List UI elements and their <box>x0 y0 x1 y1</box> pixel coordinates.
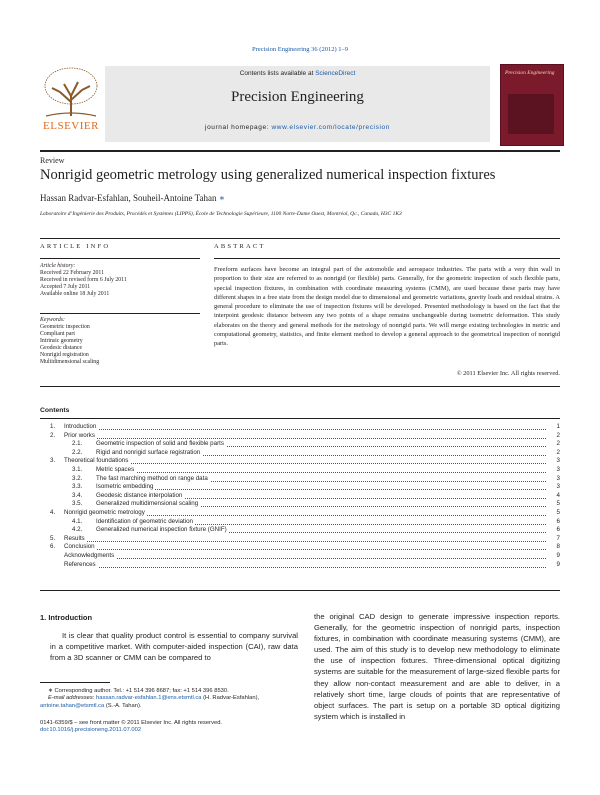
toc-number: 3.3. <box>72 483 83 491</box>
keyword: Multidimensional scaling <box>40 359 100 365</box>
elsevier-logo <box>40 64 102 136</box>
email-name-1: (H. Radvar-Esfahlan), <box>201 695 260 702</box>
toc-title[interactable]: Introduction <box>64 423 97 430</box>
intro-column-right: the original CAD design to generate impressive inspection reports. Generally, for the geometric inspection of nonrigid parts, inspection fixtures, in combination with coordinate measuring systems (CMM), are used. The aim of this study is to develop new methodology to eliminate the use of inspection fixtures. Three-dimensional optical digitizing systems are suitable for the measurement of large-sized flexible parts for they allow non-contact measurement and are able to deliver, in a relatively short time, large clouds of points that are representative of object surfaces. The part is setup on a portable 3D optical digitizing system which is installed in <box>314 612 560 721</box>
keyword: Geometric inspection <box>40 324 90 330</box>
article-history <box>40 263 205 298</box>
keywords-label: Keywords: <box>40 317 65 323</box>
email-link-1[interactable]: hassan.radvar-esfahlan.1@ens.etsmtl.ca <box>96 695 202 702</box>
email-label: E-mail addresses: <box>48 695 95 702</box>
cover-title: Precision Engineering <box>505 70 555 76</box>
journal-name: Precision Engineering <box>231 89 364 105</box>
cover-artwork <box>508 94 554 134</box>
toc-number: 5. <box>50 534 56 542</box>
toc-title[interactable]: Prior works <box>64 431 95 439</box>
toc-entry[interactable] <box>50 483 560 492</box>
toc-title[interactable]: Generalized multidimensional scaling <box>96 500 199 508</box>
contents-heading: Contents <box>40 407 70 414</box>
divider <box>214 258 560 259</box>
toc-title[interactable]: Conclusion <box>64 543 95 551</box>
abstract-text: Freeform surfaces have become an integral part of the automobile and aerospace industries. The parts with a very thin wall in proportion to their size are referred to as nonrigid (or flexible) parts. Generally, for the geometric inspection of such flexible parts, special inspection fixtures, in combination with coordinate measuring systems (CMM), are used because these parts may have different shapes in a free state from the design model due to dimensional and geometric variations, gravity loads and residual strains. A general procedure to eliminate the use of inspection fixtures will be developed. Presented methodology is based on the fact that the interpoint geodesic distance between any two points of a shape remains unchangeable during isometric deformation. This study elaborates on the theory and general methods for the metrology of nonrigid parts. We will merge existing technologies in metric and computational geometry, statistics, and finite element method to develop a general approach to the geometrical inspection of nonrigid parts. <box>214 266 560 348</box>
toc-page-number: 7 <box>550 535 560 544</box>
toc-page-number: 2 <box>550 449 560 458</box>
journal-reference[interactable]: Precision Engineering 36 (2012) 1–9 <box>251 46 349 53</box>
toc-number: 1. <box>50 423 56 430</box>
footnote-rule <box>40 682 110 683</box>
doi-link[interactable]: doi:10.1016/j.precisioneng.2011.07.002 <box>40 727 142 734</box>
toc-title[interactable]: Nonrigid geometric metrology <box>64 508 145 516</box>
divider <box>40 313 200 314</box>
toc-number: 3.4. <box>72 491 83 499</box>
keyword: Nonrigid registration <box>40 352 89 358</box>
toc-leader-dots <box>68 429 546 430</box>
keyword: Intrinsic geometry <box>40 338 83 344</box>
toc-title[interactable]: Metric spaces <box>96 465 135 473</box>
toc-entry[interactable] <box>50 509 560 518</box>
publisher-wordmark: ELSEVIER <box>43 120 99 132</box>
toc-page-number: 2 <box>550 440 560 449</box>
author-list <box>40 193 225 204</box>
issn-line: 0141-6359/$ – see front matter © 2011 Elsevier Inc. All rights reserved. <box>40 720 223 726</box>
toc-page-number: 2 <box>550 432 560 441</box>
email-footnote <box>40 695 302 702</box>
toc-entry[interactable] <box>50 440 560 449</box>
footnotes <box>40 688 302 710</box>
toc-entry[interactable] <box>50 535 560 544</box>
toc-page-number: 3 <box>550 475 560 484</box>
toc-entry[interactable] <box>50 432 560 441</box>
corresponding-author-mark[interactable]: ∗ <box>218 193 225 203</box>
toc-leader-dots <box>68 541 546 542</box>
toc-entry[interactable] <box>50 543 560 552</box>
toc-page-number: 4 <box>550 492 560 501</box>
toc-entry[interactable] <box>50 466 560 475</box>
toc-leader-dots <box>68 549 546 550</box>
toc-page-number: 8 <box>550 543 560 552</box>
toc-number: 3.1. <box>72 465 83 473</box>
toc-entry[interactable] <box>50 518 560 527</box>
toc-page-number: 5 <box>550 509 560 518</box>
email-name-2: (S.-A. Tahan). <box>104 702 142 709</box>
toc-title[interactable]: Isometric embedding <box>96 483 154 491</box>
toc-title[interactable]: Geometric inspection of solid and flexible parts <box>96 440 224 448</box>
toc-number: 2.2. <box>72 448 83 456</box>
toc-title[interactable]: Geodesic distance interpolation <box>96 491 183 499</box>
table-of-contents <box>50 423 560 569</box>
toc-leader-dots <box>68 567 546 568</box>
history-item: Available online 18 July 2011 <box>40 291 110 297</box>
toc-page-number: 6 <box>550 526 560 535</box>
introduction-heading: 1. Introduction <box>40 613 93 622</box>
publication-info <box>40 720 302 735</box>
contents-available-line <box>105 70 490 77</box>
contents-prefix: Contents lists available at <box>239 70 316 77</box>
toc-title[interactable]: Theoretical foundations <box>64 457 129 465</box>
toc-leader-dots <box>100 472 546 473</box>
corresponding-footnote: ∗ Corresponding author. Tel.: +1 514 396 8687; fax: +1 514 396 8530. <box>48 688 229 694</box>
email-link-2[interactable]: antoine.tahan@etsmtl.ca <box>40 702 105 709</box>
toc-number: 3.2. <box>72 474 83 482</box>
toc-leader-dots <box>100 489 546 490</box>
toc-entry[interactable] <box>50 552 560 561</box>
divider <box>40 386 560 387</box>
abstract-heading: ABSTRACT <box>214 243 266 250</box>
homepage-url-link[interactable]: www.elsevier.com/locate/precision <box>271 124 390 131</box>
homepage-prefix: journal homepage: <box>205 124 272 131</box>
intro-column-left: It is clear that quality product control is essential to company survival in a competitive market. With computer-aided inspection (CAI), raw data from a 3D scanner or CMM can be compared to <box>50 631 298 663</box>
toc-page-number: 9 <box>550 561 560 570</box>
toc-page-number: 3 <box>550 457 560 466</box>
toc-entry[interactable] <box>50 561 560 570</box>
authors: Hassan Radvar-Esfahlan, Souheil-Antoine Tahan <box>40 193 217 203</box>
divider <box>40 238 560 239</box>
toc-entry[interactable] <box>50 449 560 458</box>
keywords <box>40 317 205 366</box>
copyright: © 2011 Elsevier Inc. All rights reserved. <box>456 370 560 377</box>
toc-number: 4.1. <box>72 517 83 525</box>
keyword: Geodesic distance <box>40 345 83 351</box>
journal-homepage <box>105 124 490 131</box>
toc-leader-dots <box>68 438 546 439</box>
toc-number: 4. <box>50 508 56 516</box>
divider <box>40 418 560 419</box>
toc-title[interactable]: References <box>64 560 96 568</box>
toc-title[interactable]: The fast marching method on range data <box>96 474 208 482</box>
toc-entry[interactable] <box>50 457 560 466</box>
email-footnote-cont <box>40 703 302 710</box>
toc-number: 2.1. <box>72 440 83 448</box>
toc-page-number: 3 <box>550 483 560 492</box>
sciencedirect-link[interactable]: ScienceDirect <box>315 70 356 77</box>
toc-number: 6. <box>50 543 56 551</box>
toc-entry[interactable] <box>50 423 560 432</box>
article-info-heading: ARTICLE INFO <box>40 243 111 250</box>
toc-title[interactable]: Generalized numerical inspection fixture (GNIF) <box>96 526 227 534</box>
toc-entry[interactable] <box>50 526 560 535</box>
history-item: Accepted 7 July 2011 <box>40 284 91 290</box>
affiliation: Laboratoire d’Ingénierie des Produits, Procédés et Systèmes (LIPPS), École de Technologie Supérieure, 1100 Notre-Dame Ouest, Montréal, Qc., Canada, H3C 1K3 <box>40 211 402 217</box>
article-type: Review <box>40 156 65 165</box>
toc-number: 2. <box>50 431 56 439</box>
divider <box>40 258 200 259</box>
toc-title[interactable]: Rigid and nonrigid surface registration <box>96 448 201 456</box>
toc-number: 3.5. <box>72 500 83 508</box>
toc-number: 4.2. <box>72 526 83 534</box>
divider <box>40 590 560 591</box>
toc-entry[interactable] <box>50 500 560 509</box>
toc-page-number: 9 <box>550 552 560 561</box>
toc-page-number: 3 <box>550 466 560 475</box>
toc-entry[interactable] <box>50 492 560 501</box>
toc-title[interactable]: Results <box>64 534 85 542</box>
article-title: Nonrigid geometric metrology using generalized numerical inspection fixtures <box>40 167 496 183</box>
header-rule <box>40 150 560 152</box>
toc-leader-dots <box>68 463 546 464</box>
toc-page-number: 5 <box>550 500 560 509</box>
toc-number: 3. <box>50 457 56 465</box>
toc-page-number: 6 <box>550 518 560 527</box>
toc-title[interactable]: Acknowledgments <box>64 551 115 559</box>
toc-leader-dots <box>68 558 546 559</box>
toc-entry[interactable] <box>50 475 560 484</box>
toc-title[interactable]: Identification of geometric deviation <box>96 517 193 525</box>
keyword: Compliant part <box>40 331 75 337</box>
history-item: Received in revised form 6 July 2011 <box>40 277 127 283</box>
toc-page-number: 1 <box>550 423 560 432</box>
history-item: Received 22 February 2011 <box>40 270 105 276</box>
history-label: Article history: <box>40 263 76 269</box>
